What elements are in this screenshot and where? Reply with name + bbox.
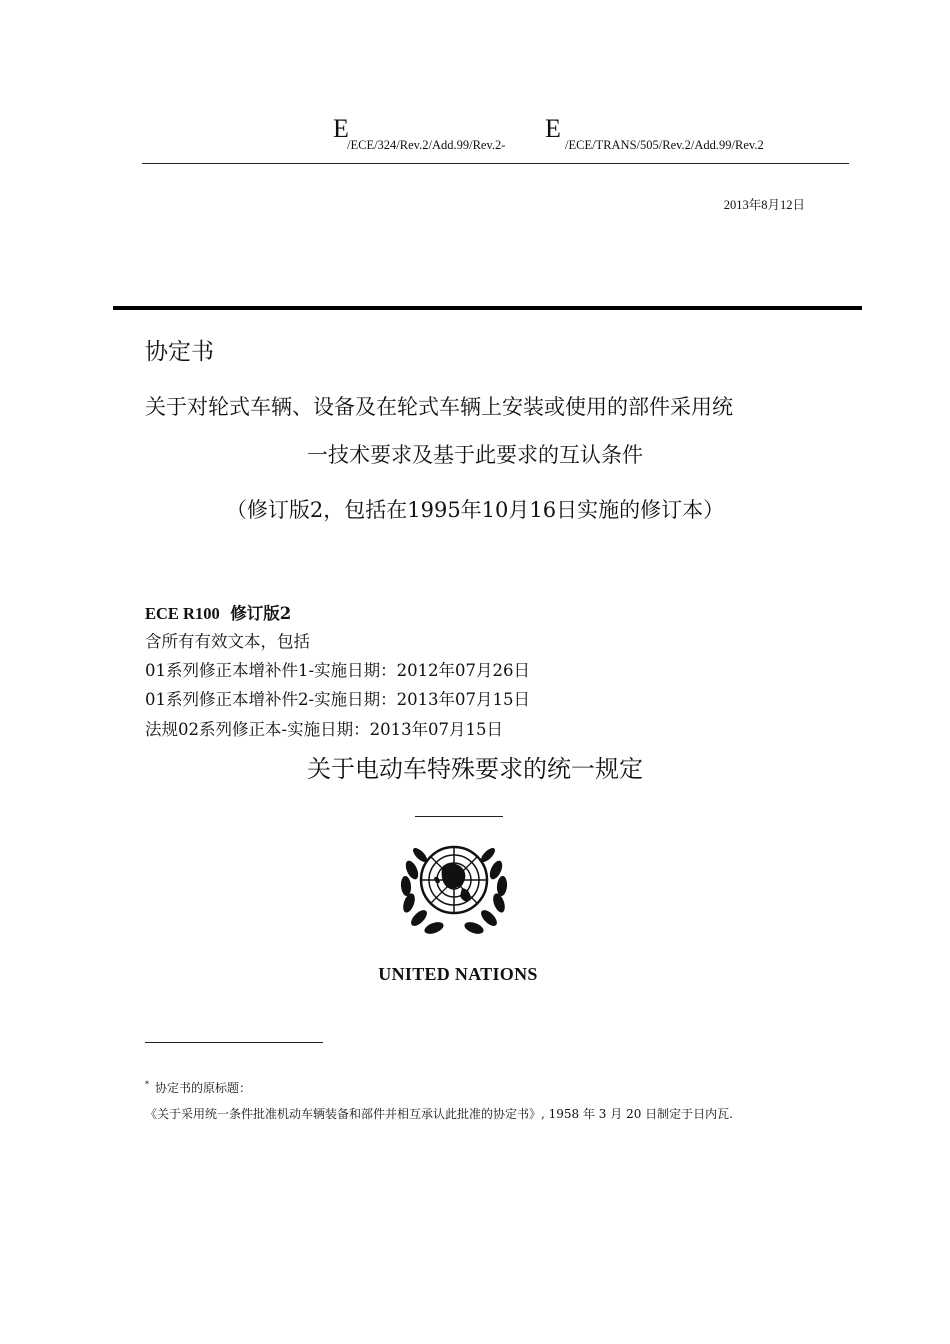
footnote-marker: * [145, 1080, 149, 1089]
title-underline [415, 816, 503, 817]
symbol-text-left: /ECE/324/Rev.2/Add.99/Rev.2- [347, 138, 506, 152]
regulation-line2: 含所有有效文本，包括 [145, 632, 310, 651]
footnote-line1 [145, 1079, 251, 1096]
regulation-line4: 01系列修正本增补件2-实施日期：2013年07月15日 [145, 690, 531, 709]
symbol-letter-left: E [333, 114, 349, 143]
regulation-heading [145, 600, 291, 624]
agreement-label: 协定书 [145, 339, 214, 365]
regulation-revision: 修订版2 [230, 604, 292, 623]
footnote-line2: 《关于采用统一条件批准机动车辆装备和部件并相互承认此批准的协定书》, 1958 年 3 月 20 日制定于日内瓦. [145, 1107, 733, 1121]
agreement-title-line1: 关于对轮式车辆、设备及在轮式车辆上安装或使用的部件采用统 [145, 395, 733, 419]
agreement-title-line2: 一技术要求及基于此要求的互认条件 [307, 443, 643, 467]
header-rule [142, 163, 849, 164]
symbol-text-right: /ECE/TRANS/505/Rev.2/Add.99/Rev.2 [565, 138, 764, 152]
document-date: 2013年8月12日 [723, 198, 805, 212]
regulation-title: 关于电动车特殊要求的统一规定 [307, 755, 643, 783]
footnote-label: 协定书的原标题： [155, 1081, 252, 1095]
regulation-line3: 01系列修正本增补件1-实施日期：2012年07月26日 [145, 661, 531, 680]
un-caption: UNITED NATIONS [378, 964, 538, 984]
agreement-title-line3: （修订版2，包括在1995年10月16日实施的修订本） [225, 498, 725, 522]
footnote-rule [145, 1042, 323, 1043]
regulation-line5: 法规02系列修正本-实施日期：2013年07月15日 [145, 720, 504, 739]
regulation-code: ECE R100 [145, 604, 220, 623]
un-emblem-icon [398, 830, 510, 940]
title-rule [113, 306, 862, 310]
symbol-letter-right: E [545, 114, 561, 143]
